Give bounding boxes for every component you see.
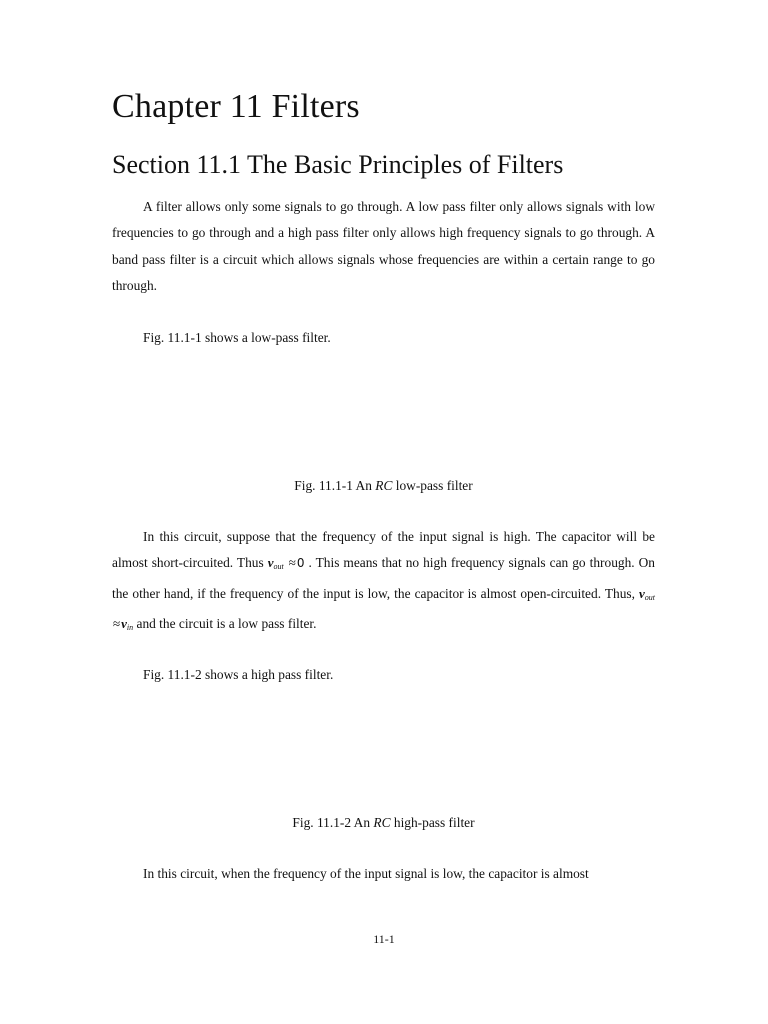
figure-11-1-caption <box>112 476 655 496</box>
figure-11-1-placeholder <box>112 360 655 470</box>
zero-value: 0 <box>296 556 305 571</box>
section-title: Section 11.1 The Basic Principles of Filters <box>112 150 564 179</box>
v-symbol: v <box>638 585 645 601</box>
v-symbol: v <box>121 615 127 631</box>
approx-symbol: ≈ <box>113 615 121 631</box>
text-segment: In this circuit, suppose that the frequency of the input signal is high. The capacitor will be almost short-circuited. Thus <box>112 529 655 571</box>
fig2-intro-paragraph: Fig. 11.1-2 shows a high pass filter. <box>143 667 334 682</box>
v-symbol: v <box>267 555 274 571</box>
chapter-title: Chapter 11 Filters <box>112 88 360 125</box>
subscript-out: out <box>273 562 284 572</box>
text-segment: . This means that no high frequency signals can go through. On the other hand, if the frequency of the input is low, the capacitor is almost open-circuited. Thus, <box>112 555 656 601</box>
figure-11-1-2-caption <box>112 813 655 833</box>
subscript-in: in <box>126 622 134 632</box>
high-pass-explanation-paragraph: In this circuit, when the frequency of the input signal is low, the capacitor is almost <box>143 866 589 881</box>
caption-prefix: Fig. 11.1-2 An <box>292 815 374 830</box>
caption-emphasis: RC <box>375 478 393 493</box>
page-number: 11-1 <box>373 932 395 946</box>
intro-paragraph: A filter allows only some signals to go through. A low pass filter only allows signals with low frequencies to go through and a high pass filter only allows high frequency signals to go through. A band pass filter is a circuit which allows signals whose frequencies are within a certain range to go through. <box>112 199 655 293</box>
low-pass-explanation-paragraph <box>112 524 655 641</box>
caption-suffix: low-pass filter <box>392 478 473 493</box>
caption-prefix: Fig. 11.1-1 An <box>294 478 376 493</box>
caption-suffix: high-pass filter <box>390 815 475 830</box>
subscript-out: out <box>644 592 655 602</box>
approx-symbol: ≈ <box>288 555 296 571</box>
fig1-intro-paragraph: Fig. 11.1-1 shows a low-pass filter. <box>143 330 331 345</box>
caption-emphasis: RC <box>373 815 391 830</box>
figure-11-1-2-placeholder <box>112 697 655 807</box>
text-segment: and the circuit is a low pass filter. <box>133 615 317 631</box>
